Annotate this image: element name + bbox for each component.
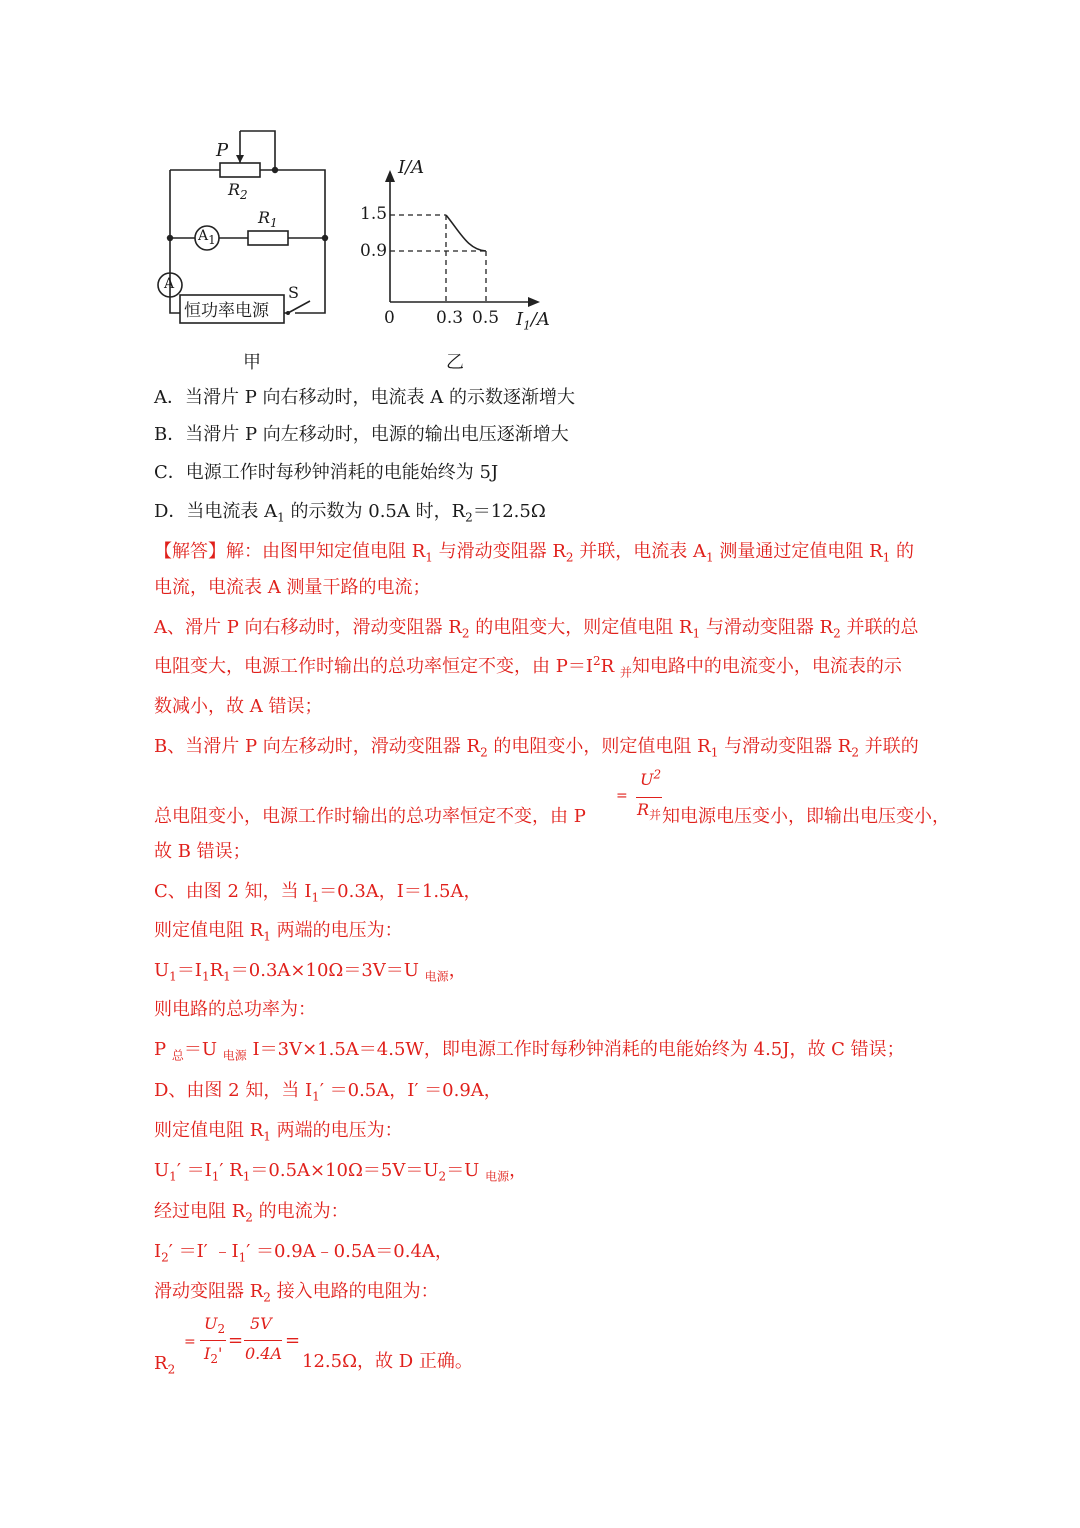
solution-line-20-r2: $R_2$ <box>154 1353 176 1377</box>
switch-s-label: S <box>288 283 299 302</box>
solution-line-7-eq: = <box>616 788 628 804</box>
option-b: B．当滑片 P 向左移动时，电源的输出电压逐渐增大 <box>154 424 569 445</box>
equals-sign-3: = <box>285 1330 301 1351</box>
y-axis-label: I/A <box>398 157 425 178</box>
slider-p-label: P <box>216 140 229 161</box>
fraction-5v: 5V <box>250 1314 272 1333</box>
solution-line-20-eq: = <box>184 1334 196 1350</box>
solution-line-15: 则定值电阻 $R_1$ 两端的电压为： <box>154 1120 403 1144</box>
equals-sign-2: = <box>228 1330 244 1351</box>
fraction-i2-prime: $I_2'$ <box>204 1344 223 1367</box>
solution-line-7a: 总电阻变小，电源工作时输出的总功率恒定不变，由 P <box>154 806 586 827</box>
solution-line-5: 数减小，故 A 错误； <box>154 696 323 717</box>
option-d: D．当电流表 $A_1$ 的示数为 0.5A 时，$R_2=12.5\Omega$ <box>154 501 546 525</box>
r2-label: $R_2$ <box>228 180 248 203</box>
solution-line-12: 则电路的总功率为： <box>154 999 316 1020</box>
fraction-u2: $U_2$ <box>204 1314 226 1337</box>
x-tick-0-3: 0.3 <box>436 308 464 328</box>
ammeter-a-label: A <box>164 276 175 292</box>
figure1-caption: 甲 <box>243 352 261 373</box>
solution-line-13: P $_总$＝U $_{电源}$ I＝3V×1.5A＝4.5W，即电源工作时每秒钟消耗的电能始终为 4.5J，故 C 错误； <box>154 1039 905 1063</box>
fraction-bar <box>636 797 662 798</box>
r1-label: $R_1$ <box>258 208 278 231</box>
y-tick-0-9: 0.9 <box>360 241 388 261</box>
y-tick-1-5: 1.5 <box>360 204 388 224</box>
solution-line-9: C、由图 2 知，当 $I_1=0.3A$，I＝1.5A， <box>154 881 482 905</box>
solution-line-3: A、滑片 P 向右移动时，滑动变阻器 $R_2$ 的电阻变大，则定值电阻 $R_1$ 与滑动变阻器 $R_2$ 并联的总 <box>154 617 919 641</box>
fraction-0-4a: 0.4A <box>245 1344 282 1363</box>
solution-line-14: D、由图 2 知，当 $I_1' =0.5A$，I′ ＝0.9A， <box>154 1080 502 1104</box>
solution-line-16: $U_1' =I_1'$ $R_1=0.5A\times 10\Omega=5V=U_2=U$ $_{电源}$， <box>154 1160 528 1184</box>
current-graph <box>380 160 560 333</box>
fraction-numerator-u2: $U^2$ <box>640 767 662 789</box>
x-axis-label: $I_1/A$ <box>516 309 550 333</box>
solution-line-2: 电流，电流表 A 测量干路的电流； <box>154 577 431 598</box>
solution-line-1: 【解答】解：由图甲知定值电阻 $R_1$ 与滑动变阻器 $R_2$ 并联，电流表 $A_1$ 测量通过定值电阻 $R_1$ 的 <box>154 541 915 565</box>
option-a: A．当滑片 P 向右移动时，电流表 A 的示数逐渐增大 <box>154 387 575 408</box>
fraction-denominator-r: $R_并$ <box>637 800 662 823</box>
circuit-diagram <box>150 125 350 385</box>
solution-line-11: $U_1=I_1R_1=0.3A\times 10\Omega=3V=U$ $_{电源}$， <box>154 960 467 984</box>
option-c: C．电源工作时每秒钟消耗的电能始终为 5J <box>154 462 499 483</box>
solution-line-7b: 知电源电压变小，即输出电压变小， <box>662 806 950 827</box>
fraction-bar-2 <box>244 1340 282 1341</box>
power-source-label: 恒功率电源 <box>184 301 269 321</box>
solution-line-19: 滑动变阻器 $R_2$ 接入电路的电阻为： <box>154 1281 439 1305</box>
figure2-caption: 乙 <box>446 352 464 373</box>
origin-label: 0 <box>384 308 395 328</box>
solution-line-10: 则定值电阻 $R_1$ 两端的电压为： <box>154 920 403 944</box>
x-tick-0-5: 0.5 <box>472 308 500 328</box>
solution-line-4: 电阻变大，电源工作时输出的总功率恒定不变，由 $P=I^2R$ $_并$知电路中的电流变小，电流表的示 <box>154 654 902 680</box>
fraction-bar-1 <box>200 1340 226 1341</box>
solution-line-17: 经过电阻 $R_2$ 的电流为： <box>154 1201 349 1225</box>
solution-line-6: B、当滑片 P 向左移动时，滑动变阻器 $R_2$ 的电阻变小，则定值电阻 $R_1$ 与滑动变阻器 $R_2$ 并联的 <box>154 736 919 760</box>
ammeter-a1-label: $A_1$ <box>198 228 216 247</box>
solution-line-8: 故 B 错误； <box>154 841 251 862</box>
solution-line-20-tail: 12.5Ω，故 D 正确。 <box>302 1351 473 1372</box>
solution-line-18: $I_2' =I'$ $﹣I_1'$ ＝0.9A﹣0.5A＝0.4A， <box>154 1241 453 1265</box>
